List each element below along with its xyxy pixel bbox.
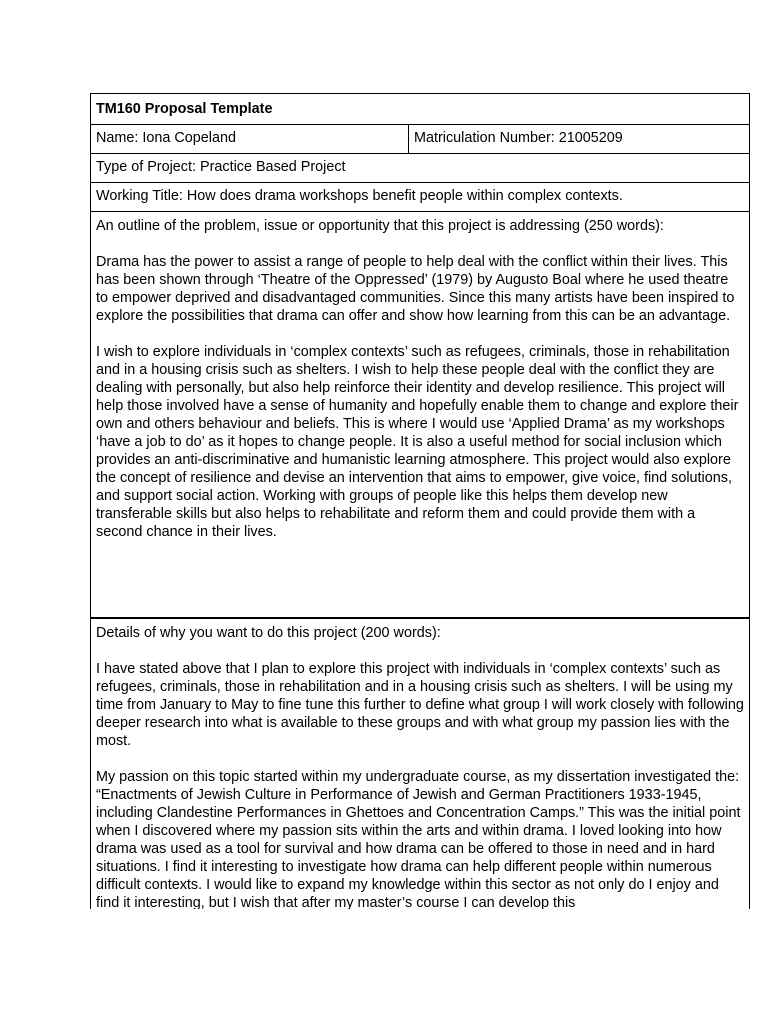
student-name: Name: Iona Copeland bbox=[91, 125, 409, 153]
form-title: TM160 Proposal Template bbox=[96, 101, 273, 117]
project-type: Type of Project: Practice Based Project bbox=[96, 159, 346, 175]
outline-paragraph: I wish to explore individuals in ‘complex contexts’ such as refugees, criminals, those in rehabilitation and in a housing crisis such as shelters. I wish to help these people deal with the conflict they are dealing with personally, but also help reinforce their identity and develop resilience. This project will help those involved have a sense of humanity and hopefully enable them to change and explore their own and others behaviour and beliefs. This is where I would use ‘Applied Drama’ as my workshops ‘have a job to do’ as it hopes to change people. It is also a useful method for social inclusion which provides an anti-discriminative and humanistic learning atmosphere. This project would also explore the concept of resilience and devise an intervention that aims to empower, give voice, find solutions, and support social action. Working with groups of people like this helps them develop new transferable skills but also helps to rehabilitate and reform them and could provide them with a second chance in their lives. bbox=[96, 344, 739, 540]
name-row bbox=[91, 125, 749, 154]
details-heading: Details of why you want to do this project (200 words): bbox=[96, 625, 441, 641]
title-row bbox=[91, 94, 749, 125]
outline-paragraph: Drama has the power to assist a range of people to help deal with the conflict within their lives. This has been shown through ‘Theatre of the Oppressed’ (1979) by Augusto Boal where he used theatre to empower deprived and disadvantaged communities. Since this many artists have been inspired to explore the possibilities that drama can offer and show how learning from this can be an advantage. bbox=[96, 254, 735, 324]
details-cell bbox=[91, 619, 749, 909]
working-title: Working Title: How does drama workshops benefit people within complex contexts. bbox=[96, 188, 623, 204]
details-paragraph: My passion on this topic started within my undergraduate course, as my dissertation investigated the: “Enactments of Jewish Culture in Performance of Jewish and German Practitioners 1933-1945, including Clandestine Performances in Ghettoes and Concentration Camps.” This was the initial point when I discovered where my passion sits within the arts and within drama. I loved looking into how drama was used as a tool for survival and how drama can be offered to those in need and in hard situations. I find it interesting to investigate how drama can help different people within numerous difficult contexts. I would like to expand my knowledge within this sector as not only do I enjoy and find it interesting, but I wish that after my master’s course I can develop this bbox=[96, 769, 741, 909]
outline-cell bbox=[91, 212, 749, 541]
details-paragraph: I have stated above that I plan to explore this project with individuals in ‘complex contexts’ such as refugees, criminals, those in rehabilitation and in a housing crisis such as shelters. I will be using my time from January to May to fine tune this further to define what group I will work closely with following deeper research into what is available to these groups and with what group my passion lies with the most. bbox=[96, 661, 744, 749]
outline-heading: An outline of the problem, issue or opportunity that this project is addressing (250 words): bbox=[96, 218, 664, 234]
matriculation-number: Matriculation Number: 21005209 bbox=[414, 130, 623, 146]
details-section bbox=[91, 619, 749, 909]
proposal-form bbox=[90, 93, 750, 909]
working-title-row bbox=[91, 183, 749, 212]
project-type-row bbox=[91, 154, 749, 183]
outline-section bbox=[91, 212, 749, 619]
